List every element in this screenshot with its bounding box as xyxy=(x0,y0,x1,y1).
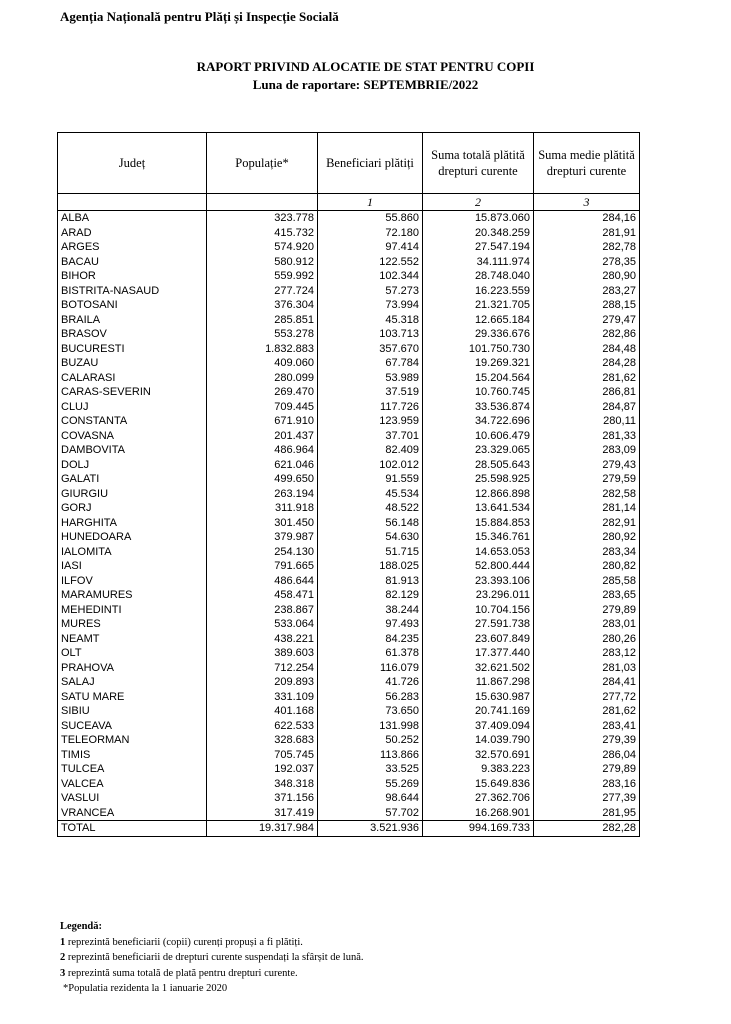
cell-suma-totala: 16.223.559 xyxy=(423,284,534,299)
cell-suma-medie: 279,89 xyxy=(534,762,640,777)
cell-populatie: 580.912 xyxy=(207,255,318,270)
cell-beneficiari: 55.860 xyxy=(318,211,423,226)
cell-judet: BUCURESTI xyxy=(58,342,207,357)
cell-judet: TELEORMAN xyxy=(58,733,207,748)
cell-suma-medie: 278,35 xyxy=(534,255,640,270)
cell-judet: IALOMITA xyxy=(58,545,207,560)
legend-footnote: *Populatia rezidenta la 1 ianuarie 2020 xyxy=(63,983,228,994)
cell-beneficiari: 123.959 xyxy=(318,414,423,429)
cell-beneficiari: 54.630 xyxy=(318,530,423,545)
cell-suma-totala: 10.606.479 xyxy=(423,429,534,444)
cell-judet: TULCEA xyxy=(58,762,207,777)
cell-beneficiari: 3.521.936 xyxy=(318,821,423,837)
table-row xyxy=(58,603,640,618)
cell-suma-totala: 12.866.898 xyxy=(423,487,534,502)
cell-judet: BISTRITA-NASAUD xyxy=(58,284,207,299)
cell-populatie: 201.437 xyxy=(207,429,318,444)
cell-judet: COVASNA xyxy=(58,429,207,444)
cell-populatie: 671.910 xyxy=(207,414,318,429)
cell-judet: HUNEDOARA xyxy=(58,530,207,545)
cell-populatie: 285.851 xyxy=(207,313,318,328)
cell-populatie: 621.046 xyxy=(207,458,318,473)
header-suma-totala: Suma totală plătită drepturi curente xyxy=(423,133,534,194)
cell-populatie: 331.109 xyxy=(207,690,318,705)
cell-populatie: 19.317.984 xyxy=(207,821,318,837)
report-period: Luna de raportare: SEPTEMBRIE/2022 xyxy=(252,77,479,92)
table-row xyxy=(58,559,640,574)
cell-suma-totala: 9.383.223 xyxy=(423,762,534,777)
cell-populatie: 1.832.883 xyxy=(207,342,318,357)
subheader-2: 1 xyxy=(318,194,423,211)
legend-title: Legendă: xyxy=(60,921,102,932)
cell-beneficiari: 357.670 xyxy=(318,342,423,357)
cell-suma-medie: 281,91 xyxy=(534,226,640,241)
cell-suma-totala: 15.884.853 xyxy=(423,516,534,531)
cell-suma-medie: 279,39 xyxy=(534,733,640,748)
cell-judet: TOTAL xyxy=(58,821,207,837)
cell-suma-totala: 21.321.705 xyxy=(423,298,534,313)
cell-suma-medie: 279,89 xyxy=(534,603,640,618)
cell-suma-medie: 283,27 xyxy=(534,284,640,299)
cell-populatie: 280.099 xyxy=(207,371,318,386)
cell-suma-medie: 281,14 xyxy=(534,501,640,516)
cell-suma-totala: 34.722.696 xyxy=(423,414,534,429)
legend-text: reprezintă beneficiarii (copii) curenți propuși a fi plătiți. xyxy=(65,936,303,948)
table-row xyxy=(58,545,640,560)
table-row xyxy=(58,588,640,603)
cell-judet: BRASOV xyxy=(58,327,207,342)
cell-populatie: 209.893 xyxy=(207,675,318,690)
legend-text: reprezintă suma totală de plată pentru drepturi curente. xyxy=(65,967,298,979)
cell-populatie: 709.445 xyxy=(207,400,318,415)
cell-populatie: 791.665 xyxy=(207,559,318,574)
cell-suma-medie: 281,03 xyxy=(534,661,640,676)
cell-beneficiari: 38.244 xyxy=(318,603,423,618)
cell-suma-medie: 281,33 xyxy=(534,429,640,444)
cell-suma-medie: 283,34 xyxy=(534,545,640,560)
report-title: RAPORT PRIVIND ALOCATIE DE STAT PENTRU COPII xyxy=(196,59,535,74)
cell-beneficiari: 98.644 xyxy=(318,791,423,806)
table-row xyxy=(58,806,640,821)
cell-suma-totala: 11.867.298 xyxy=(423,675,534,690)
cell-beneficiari: 102.344 xyxy=(318,269,423,284)
cell-populatie: 438.221 xyxy=(207,632,318,647)
cell-populatie: 323.778 xyxy=(207,211,318,226)
table-header-row xyxy=(58,133,640,194)
cell-populatie: 712.254 xyxy=(207,661,318,676)
cell-judet: CALARASI xyxy=(58,371,207,386)
cell-populatie: 328.683 xyxy=(207,733,318,748)
cell-beneficiari: 67.784 xyxy=(318,356,423,371)
cell-beneficiari: 51.715 xyxy=(318,545,423,560)
legend xyxy=(60,919,364,997)
cell-populatie: 499.650 xyxy=(207,472,318,487)
cell-judet: GORJ xyxy=(58,501,207,516)
legend-key: 2 xyxy=(60,952,66,963)
cell-beneficiari: 91.559 xyxy=(318,472,423,487)
table-row xyxy=(58,574,640,589)
cell-judet: PRAHOVA xyxy=(58,661,207,676)
subheader-4: 3 xyxy=(534,194,640,211)
cell-beneficiari: 55.269 xyxy=(318,777,423,792)
cell-beneficiari: 45.318 xyxy=(318,313,423,328)
cell-suma-totala: 23.296.011 xyxy=(423,588,534,603)
cell-suma-medie: 282,86 xyxy=(534,327,640,342)
cell-beneficiari: 122.552 xyxy=(318,255,423,270)
legend-item xyxy=(60,935,364,951)
cell-beneficiari: 45.534 xyxy=(318,487,423,502)
cell-beneficiari: 57.702 xyxy=(318,806,423,821)
cell-judet: MARAMURES xyxy=(58,588,207,603)
header-populatie: Populație* xyxy=(207,133,318,194)
cell-judet: VASLUI xyxy=(58,791,207,806)
table-row xyxy=(58,617,640,632)
cell-populatie: 263.194 xyxy=(207,487,318,502)
cell-suma-totala: 15.873.060 xyxy=(423,211,534,226)
cell-suma-medie: 283,16 xyxy=(534,777,640,792)
table-row xyxy=(58,443,640,458)
subheader-0 xyxy=(58,194,207,211)
cell-populatie: 574.920 xyxy=(207,240,318,255)
cell-populatie: 317.419 xyxy=(207,806,318,821)
cell-populatie: 559.992 xyxy=(207,269,318,284)
cell-judet: SIBIU xyxy=(58,704,207,719)
table-row xyxy=(58,255,640,270)
legend-item xyxy=(60,950,364,966)
table-row xyxy=(58,661,640,676)
table-row xyxy=(58,385,640,400)
cell-suma-totala: 27.591.738 xyxy=(423,617,534,632)
header-judet: Județ xyxy=(58,133,207,194)
cell-suma-medie: 286,04 xyxy=(534,748,640,763)
allocation-table xyxy=(57,132,640,837)
cell-suma-medie: 279,59 xyxy=(534,472,640,487)
table-row xyxy=(58,356,640,371)
table-row xyxy=(58,704,640,719)
cell-suma-medie: 282,28 xyxy=(534,821,640,837)
cell-suma-medie: 283,41 xyxy=(534,719,640,734)
cell-beneficiari: 97.414 xyxy=(318,240,423,255)
cell-beneficiari: 73.650 xyxy=(318,704,423,719)
cell-suma-medie: 284,48 xyxy=(534,342,640,357)
cell-suma-medie: 280,90 xyxy=(534,269,640,284)
legend-key: 3 xyxy=(60,967,66,979)
cell-beneficiari: 84.235 xyxy=(318,632,423,647)
cell-populatie: 486.644 xyxy=(207,574,318,589)
cell-suma-totala: 33.536.874 xyxy=(423,400,534,415)
cell-judet: ARAD xyxy=(58,226,207,241)
cell-populatie: 379.987 xyxy=(207,530,318,545)
table-row xyxy=(58,269,640,284)
table-row xyxy=(58,733,640,748)
cell-judet: BIHOR xyxy=(58,269,207,284)
cell-suma-totala: 27.547.194 xyxy=(423,240,534,255)
cell-beneficiari: 41.726 xyxy=(318,675,423,690)
cell-beneficiari: 188.025 xyxy=(318,559,423,574)
cell-beneficiari: 33.525 xyxy=(318,762,423,777)
table-row xyxy=(58,429,640,444)
cell-judet: NEAMT xyxy=(58,632,207,647)
table-row xyxy=(58,646,640,661)
cell-judet: BOTOSANI xyxy=(58,298,207,313)
cell-beneficiari: 37.519 xyxy=(318,385,423,400)
table-subheader-row xyxy=(58,194,640,211)
table-row xyxy=(58,762,640,777)
header-beneficiari: Beneficiari plătiți xyxy=(318,133,423,194)
cell-suma-medie: 277,39 xyxy=(534,791,640,806)
table-row xyxy=(58,458,640,473)
table-row xyxy=(58,211,640,226)
cell-suma-totala: 15.630.987 xyxy=(423,690,534,705)
cell-populatie: 238.867 xyxy=(207,603,318,618)
table-row xyxy=(58,342,640,357)
cell-suma-totala: 23.393.106 xyxy=(423,574,534,589)
cell-suma-totala: 28.748.040 xyxy=(423,269,534,284)
cell-beneficiari: 37.701 xyxy=(318,429,423,444)
cell-populatie: 371.156 xyxy=(207,791,318,806)
table-row xyxy=(58,719,640,734)
cell-judet: ALBA xyxy=(58,211,207,226)
cell-beneficiari: 53.989 xyxy=(318,371,423,386)
table-row xyxy=(58,675,640,690)
cell-suma-totala: 23.329.065 xyxy=(423,443,534,458)
table-row xyxy=(58,284,640,299)
cell-suma-totala: 20.348.259 xyxy=(423,226,534,241)
cell-suma-totala: 15.649.836 xyxy=(423,777,534,792)
cell-suma-totala: 32.570.691 xyxy=(423,748,534,763)
cell-suma-totala: 20.741.169 xyxy=(423,704,534,719)
cell-suma-medie: 285,58 xyxy=(534,574,640,589)
cell-beneficiari: 81.913 xyxy=(318,574,423,589)
cell-suma-totala: 14.039.790 xyxy=(423,733,534,748)
cell-judet: DAMBOVITA xyxy=(58,443,207,458)
cell-suma-totala: 994.169.733 xyxy=(423,821,534,837)
cell-judet: BACAU xyxy=(58,255,207,270)
cell-suma-medie: 284,28 xyxy=(534,356,640,371)
cell-judet: CONSTANTA xyxy=(58,414,207,429)
cell-judet: OLT xyxy=(58,646,207,661)
cell-suma-totala: 101.750.730 xyxy=(423,342,534,357)
cell-populatie: 415.732 xyxy=(207,226,318,241)
cell-populatie: 622.533 xyxy=(207,719,318,734)
cell-suma-totala: 14.653.053 xyxy=(423,545,534,560)
cell-suma-medie: 281,62 xyxy=(534,704,640,719)
cell-judet: ARGES xyxy=(58,240,207,255)
table-row xyxy=(58,313,640,328)
cell-judet: GALATI xyxy=(58,472,207,487)
cell-judet: MEHEDINTI xyxy=(58,603,207,618)
cell-suma-totala: 13.641.534 xyxy=(423,501,534,516)
cell-suma-totala: 12.665.184 xyxy=(423,313,534,328)
table-row xyxy=(58,791,640,806)
cell-suma-medie: 277,72 xyxy=(534,690,640,705)
cell-populatie: 376.304 xyxy=(207,298,318,313)
cell-suma-medie: 280,26 xyxy=(534,632,640,647)
cell-populatie: 389.603 xyxy=(207,646,318,661)
cell-suma-totala: 10.760.745 xyxy=(423,385,534,400)
cell-suma-totala: 15.204.564 xyxy=(423,371,534,386)
cell-judet: VALCEA xyxy=(58,777,207,792)
table-row xyxy=(58,487,640,502)
cell-judet: BRAILA xyxy=(58,313,207,328)
cell-suma-totala: 34.111.974 xyxy=(423,255,534,270)
table-row xyxy=(58,400,640,415)
cell-judet: ILFOV xyxy=(58,574,207,589)
cell-populatie: 705.745 xyxy=(207,748,318,763)
table-row xyxy=(58,690,640,705)
cell-suma-totala: 25.598.925 xyxy=(423,472,534,487)
legend-key: 1 xyxy=(60,936,66,948)
subheader-1 xyxy=(207,194,318,211)
cell-beneficiari: 82.129 xyxy=(318,588,423,603)
cell-beneficiari: 102.012 xyxy=(318,458,423,473)
table-row xyxy=(58,516,640,531)
cell-populatie: 269.470 xyxy=(207,385,318,400)
cell-beneficiari: 56.283 xyxy=(318,690,423,705)
cell-beneficiari: 56.148 xyxy=(318,516,423,531)
cell-suma-totala: 29.336.676 xyxy=(423,327,534,342)
cell-beneficiari: 61.378 xyxy=(318,646,423,661)
cell-populatie: 277.724 xyxy=(207,284,318,299)
cell-populatie: 401.168 xyxy=(207,704,318,719)
cell-suma-totala: 37.409.094 xyxy=(423,719,534,734)
cell-suma-medie: 288,15 xyxy=(534,298,640,313)
table-row xyxy=(58,472,640,487)
cell-suma-totala: 23.607.849 xyxy=(423,632,534,647)
cell-suma-medie: 281,95 xyxy=(534,806,640,821)
table-row xyxy=(58,327,640,342)
cell-suma-medie: 283,01 xyxy=(534,617,640,632)
cell-beneficiari: 82.409 xyxy=(318,443,423,458)
cell-beneficiari: 73.994 xyxy=(318,298,423,313)
cell-suma-medie: 281,62 xyxy=(534,371,640,386)
cell-beneficiari: 72.180 xyxy=(318,226,423,241)
cell-judet: SATU MARE xyxy=(58,690,207,705)
table-row xyxy=(58,777,640,792)
cell-judet: TIMIS xyxy=(58,748,207,763)
cell-suma-medie: 286,81 xyxy=(534,385,640,400)
cell-suma-totala: 17.377.440 xyxy=(423,646,534,661)
cell-judet: HARGHITA xyxy=(58,516,207,531)
cell-suma-medie: 282,91 xyxy=(534,516,640,531)
table-row xyxy=(58,501,640,516)
cell-judet: BUZAU xyxy=(58,356,207,371)
cell-judet: VRANCEA xyxy=(58,806,207,821)
cell-judet: MURES xyxy=(58,617,207,632)
table-row xyxy=(58,530,640,545)
cell-suma-totala: 28.505.643 xyxy=(423,458,534,473)
cell-judet: GIURGIU xyxy=(58,487,207,502)
cell-judet: IASI xyxy=(58,559,207,574)
table-row xyxy=(58,632,640,647)
cell-beneficiari: 57.273 xyxy=(318,284,423,299)
cell-suma-medie: 283,09 xyxy=(534,443,640,458)
cell-suma-totala: 32.621.502 xyxy=(423,661,534,676)
cell-judet: DOLJ xyxy=(58,458,207,473)
cell-beneficiari: 113.866 xyxy=(318,748,423,763)
cell-suma-medie: 282,78 xyxy=(534,240,640,255)
cell-suma-medie: 284,16 xyxy=(534,211,640,226)
cell-populatie: 254.130 xyxy=(207,545,318,560)
legend-item xyxy=(60,966,364,982)
cell-beneficiari: 117.726 xyxy=(318,400,423,415)
cell-suma-medie: 283,12 xyxy=(534,646,640,661)
subheader-3: 2 xyxy=(423,194,534,211)
table-row xyxy=(58,371,640,386)
cell-judet: CARAS-SEVERIN xyxy=(58,385,207,400)
cell-beneficiari: 131.998 xyxy=(318,719,423,734)
cell-suma-medie: 280,82 xyxy=(534,559,640,574)
cell-beneficiari: 48.522 xyxy=(318,501,423,516)
agency-name: Agenția Națională pentru Plăți și Inspecție Socială xyxy=(60,9,339,24)
cell-suma-totala: 10.704.156 xyxy=(423,603,534,618)
cell-beneficiari: 116.079 xyxy=(318,661,423,676)
legend-text: reprezintă beneficiarii de drepturi curente suspendați la sfârșit de lună. xyxy=(65,952,364,963)
cell-beneficiari: 103.713 xyxy=(318,327,423,342)
cell-suma-totala: 27.362.706 xyxy=(423,791,534,806)
cell-suma-medie: 282,58 xyxy=(534,487,640,502)
cell-suma-medie: 280,92 xyxy=(534,530,640,545)
cell-populatie: 409.060 xyxy=(207,356,318,371)
cell-suma-medie: 283,65 xyxy=(534,588,640,603)
cell-beneficiari: 50.252 xyxy=(318,733,423,748)
cell-populatie: 301.450 xyxy=(207,516,318,531)
table-row xyxy=(58,748,640,763)
cell-suma-medie: 279,47 xyxy=(534,313,640,328)
cell-populatie: 192.037 xyxy=(207,762,318,777)
total-row xyxy=(58,821,640,837)
cell-populatie: 348.318 xyxy=(207,777,318,792)
header-suma-medie: Suma medie plătită drepturi curente xyxy=(534,133,640,194)
cell-populatie: 486.964 xyxy=(207,443,318,458)
cell-suma-medie: 284,41 xyxy=(534,675,640,690)
cell-suma-medie: 280,11 xyxy=(534,414,640,429)
table-row xyxy=(58,226,640,241)
cell-judet: SUCEAVA xyxy=(58,719,207,734)
cell-populatie: 311.918 xyxy=(207,501,318,516)
cell-judet: SALAJ xyxy=(58,675,207,690)
cell-suma-totala: 52.800.444 xyxy=(423,559,534,574)
cell-beneficiari: 97.493 xyxy=(318,617,423,632)
cell-suma-medie: 279,43 xyxy=(534,458,640,473)
cell-suma-totala: 19.269.321 xyxy=(423,356,534,371)
cell-suma-totala: 16.268.901 xyxy=(423,806,534,821)
cell-suma-totala: 15.346.761 xyxy=(423,530,534,545)
cell-populatie: 458.471 xyxy=(207,588,318,603)
table-row xyxy=(58,414,640,429)
table-row xyxy=(58,298,640,313)
cell-suma-medie: 284,87 xyxy=(534,400,640,415)
table-row xyxy=(58,240,640,255)
cell-populatie: 533.064 xyxy=(207,617,318,632)
cell-populatie: 553.278 xyxy=(207,327,318,342)
cell-judet: CLUJ xyxy=(58,400,207,415)
table-body xyxy=(58,211,640,837)
